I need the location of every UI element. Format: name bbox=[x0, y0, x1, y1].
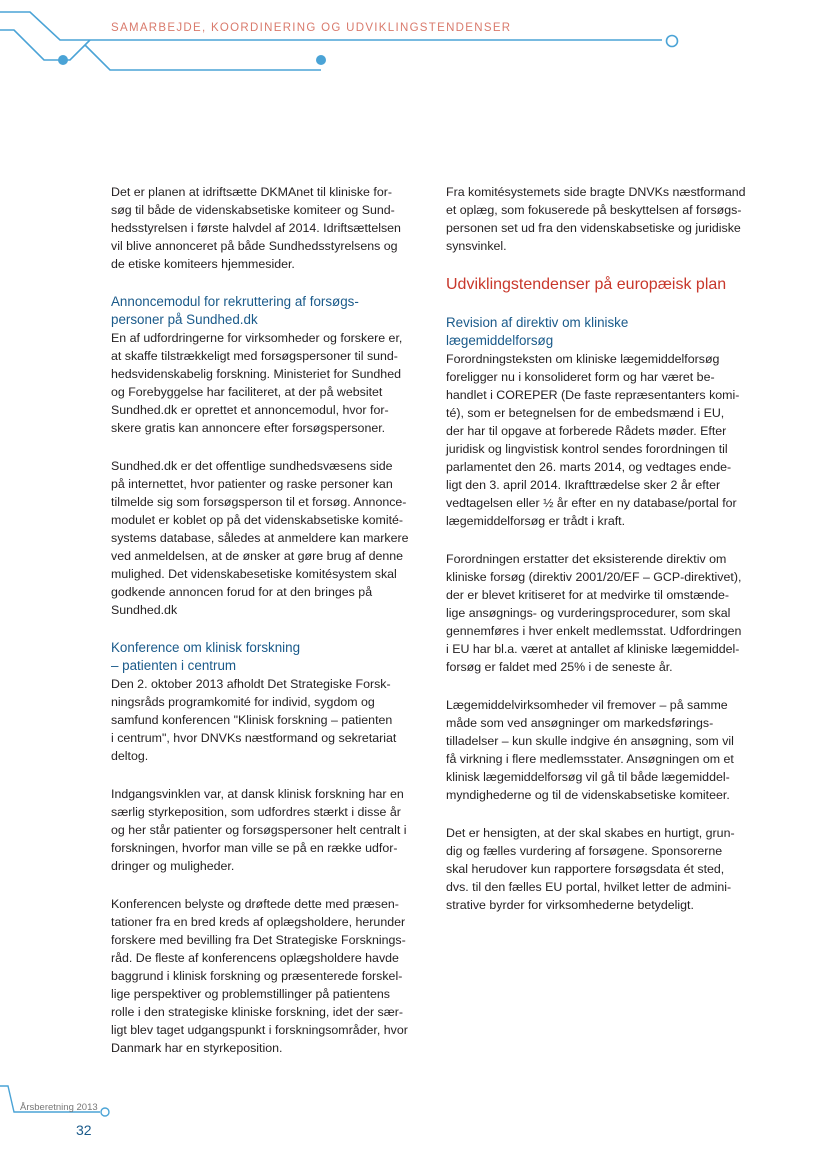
paragraph-indgangsvinkel: Indgangsvinklen var, at dansk klinisk forskning har en særlig styrkeposition, som udfordres stærkt i disse år og her står patienter og forsøgspersoner helt centralt i forskningen, hvorfor man ville se på en række udfor- dringer og muligheder. bbox=[111, 787, 407, 873]
paragraph-dkmanet: Det er planen at idriftsætte DKMAnet til kliniske for- søg til både de videnskabsetiske komiteer og Sund- hedsstyrelsen i første halvdel af 2014. Idriftsættelsen vil blive annonceret på både Sundhedsstyrelsens og de etiske komiteers hjemmesider. bbox=[111, 185, 401, 271]
paragraph-konference-belyste: Konferencen belyste og drøftede dette med præsen- tationer fra en bred kreds af oplægsholdere, herunder forskere med bevilling fra Det Strategiske Forsknings- råd. De fleste af konferencens oplægsholdere havde baggrund i klinisk forskning og præsenterede forskel- lige perspektiver og problemstillinger på patientens rolle i den strategiske kliniske forskning, idet der sær- ligt blev taget udgangspunkt i forskningsområder, hvor Danmark har en styrkeposition. bbox=[111, 897, 408, 1055]
circuit-line-middle bbox=[0, 30, 90, 60]
running-header-title: SAMARBEJDE, KOORDINERING OG UDVIKLINGSTENDENSER bbox=[111, 22, 512, 34]
page-number: 32 bbox=[76, 1122, 92, 1138]
circuit-node-dot-left bbox=[58, 55, 68, 65]
paragraph-komitesystem-oplaeg: Fra komitésystemets side bragte DNVKs næstformand et oplæg, som fokuserede på beskyttelsen af forsøgs- personen set ud fra den videnskabsetiske og juridiske synsvinkel. bbox=[446, 185, 746, 253]
header-circuit-decoration bbox=[0, 0, 827, 80]
footer-node-ring bbox=[101, 1108, 109, 1116]
paragraph-konference-intro: Den 2. oktober 2013 afholdt Det Strategiske Forsk- ningsråds programkomité for individ, sygdom og samfund konferencen "Klinisk forskning – patienten i centrum", hvor DNVKs næstformand og sekretariat deltog. bbox=[111, 677, 397, 763]
paragraph-sundhed-dk: Sundhed.dk er det offentlige sundhedsvæsens side på internettet, hvor patienter og raske personer kan tilmelde sig som forsøgsperson til et forsøg. Annonce- modulet er koblet op på det videnskabsetiske komité- systems database, således at anmeldere kan markere ved anmeldelsen, at de ønsker at gøre brug af denne mulighed. Det videnskabesetiske komitésystem skal godkende annoncen forud for at den bringes på Sundhed.dk bbox=[111, 459, 409, 617]
left-column bbox=[111, 183, 411, 1077]
circuit-node-dot-center bbox=[316, 55, 326, 65]
section-heading-udviklingstendenser: Udviklingstendenser på europæisk plan bbox=[446, 276, 727, 293]
subheading-revision-direktiv: Revision af direktiv om kliniske lægemiddelforsøg bbox=[446, 315, 629, 348]
circuit-node-ring-right bbox=[667, 36, 678, 47]
right-column bbox=[446, 183, 746, 934]
paragraph-hensigten: Det er hensigten, at der skal skabes en hurtigt, grun- dig og fælles vurdering af forsøgene. Sponsorerne skal herudover kun rapportere forsøgsdata ét sted, dvs. til den fælles EU portal, hvilket letter de admini- strative byrder for virksomhederne betydeligt. bbox=[446, 826, 735, 912]
subheading-annoncemodul: Annoncemodul for rekruttering af forsøgs- personer på Sundhed.dk bbox=[111, 294, 359, 327]
paragraph-annoncemodul-intro: En af udfordringerne for virksomheder og forskere er, at skaffe tilstrækkeligt med forsøgspersoner til sund- hedsvidenskabelig forskning. Ministeriet for Sundhed og Forebyggelse har faciliteret, at der på websitet Sundhed.dk er oprettet et annoncemodul, hvor for- skere gratis kan annoncere efter forsøgspersoner. bbox=[111, 331, 403, 435]
paragraph-laegemiddelvirksomheder: Lægemiddelvirksomheder vil fremover – på samme måde som ved ansøgninger om markedsførings- tilladelser – kun skulle indgive én ansøgning, som vil få virkning i flere medlemsstater. Ansøgningen om et klinisk lægemiddelforsøg vil gå til både lægemiddel- myndighederne og til de videnskabsetiske komiteer. bbox=[446, 698, 734, 802]
footer-report-label: Årsberetning 2013 bbox=[20, 1102, 98, 1113]
paragraph-forordning-erstatter: Forordningen erstatter det eksisterende direktiv om kliniske forsøg (direktiv 2001/20/EF – GCP-direktivet), der er blevet kritiseret for at medvirke til omstænde- lige ansøgnings- og vurderingsprocedurer, som skal gennemføres i hver enkelt medlemsstat. Udfordringen i EU har bl.a. været at antallet af kliniske lægemiddel- forsøg er faldet med 25% i de seneste år. bbox=[446, 552, 742, 674]
circuit-line-lower bbox=[85, 45, 321, 70]
subheading-konference: Konference om klinisk forskning – patienten i centrum bbox=[111, 640, 301, 673]
paragraph-forordningstekst: Forordningsteksten om kliniske lægemiddelforsøg foreligger nu i konsolideret form og har været be- handlet i COREPER (De faste repræsentanters komi- té), som er betegnelsen for de embedsmænd i EU, der har til opgave at forberede Rådets møder. Efter juridisk og lingvistisk kontrol sendes forordningen til parlamentet den 26. marts 2014, og vedtages ende- ligt den 3. april 2014. Ikrafttrædelse sker 2 år efter vedtagelsen eller ½ år efter en ny database/portal for lægemiddelforsøg er trådt i kraft. bbox=[446, 352, 740, 528]
